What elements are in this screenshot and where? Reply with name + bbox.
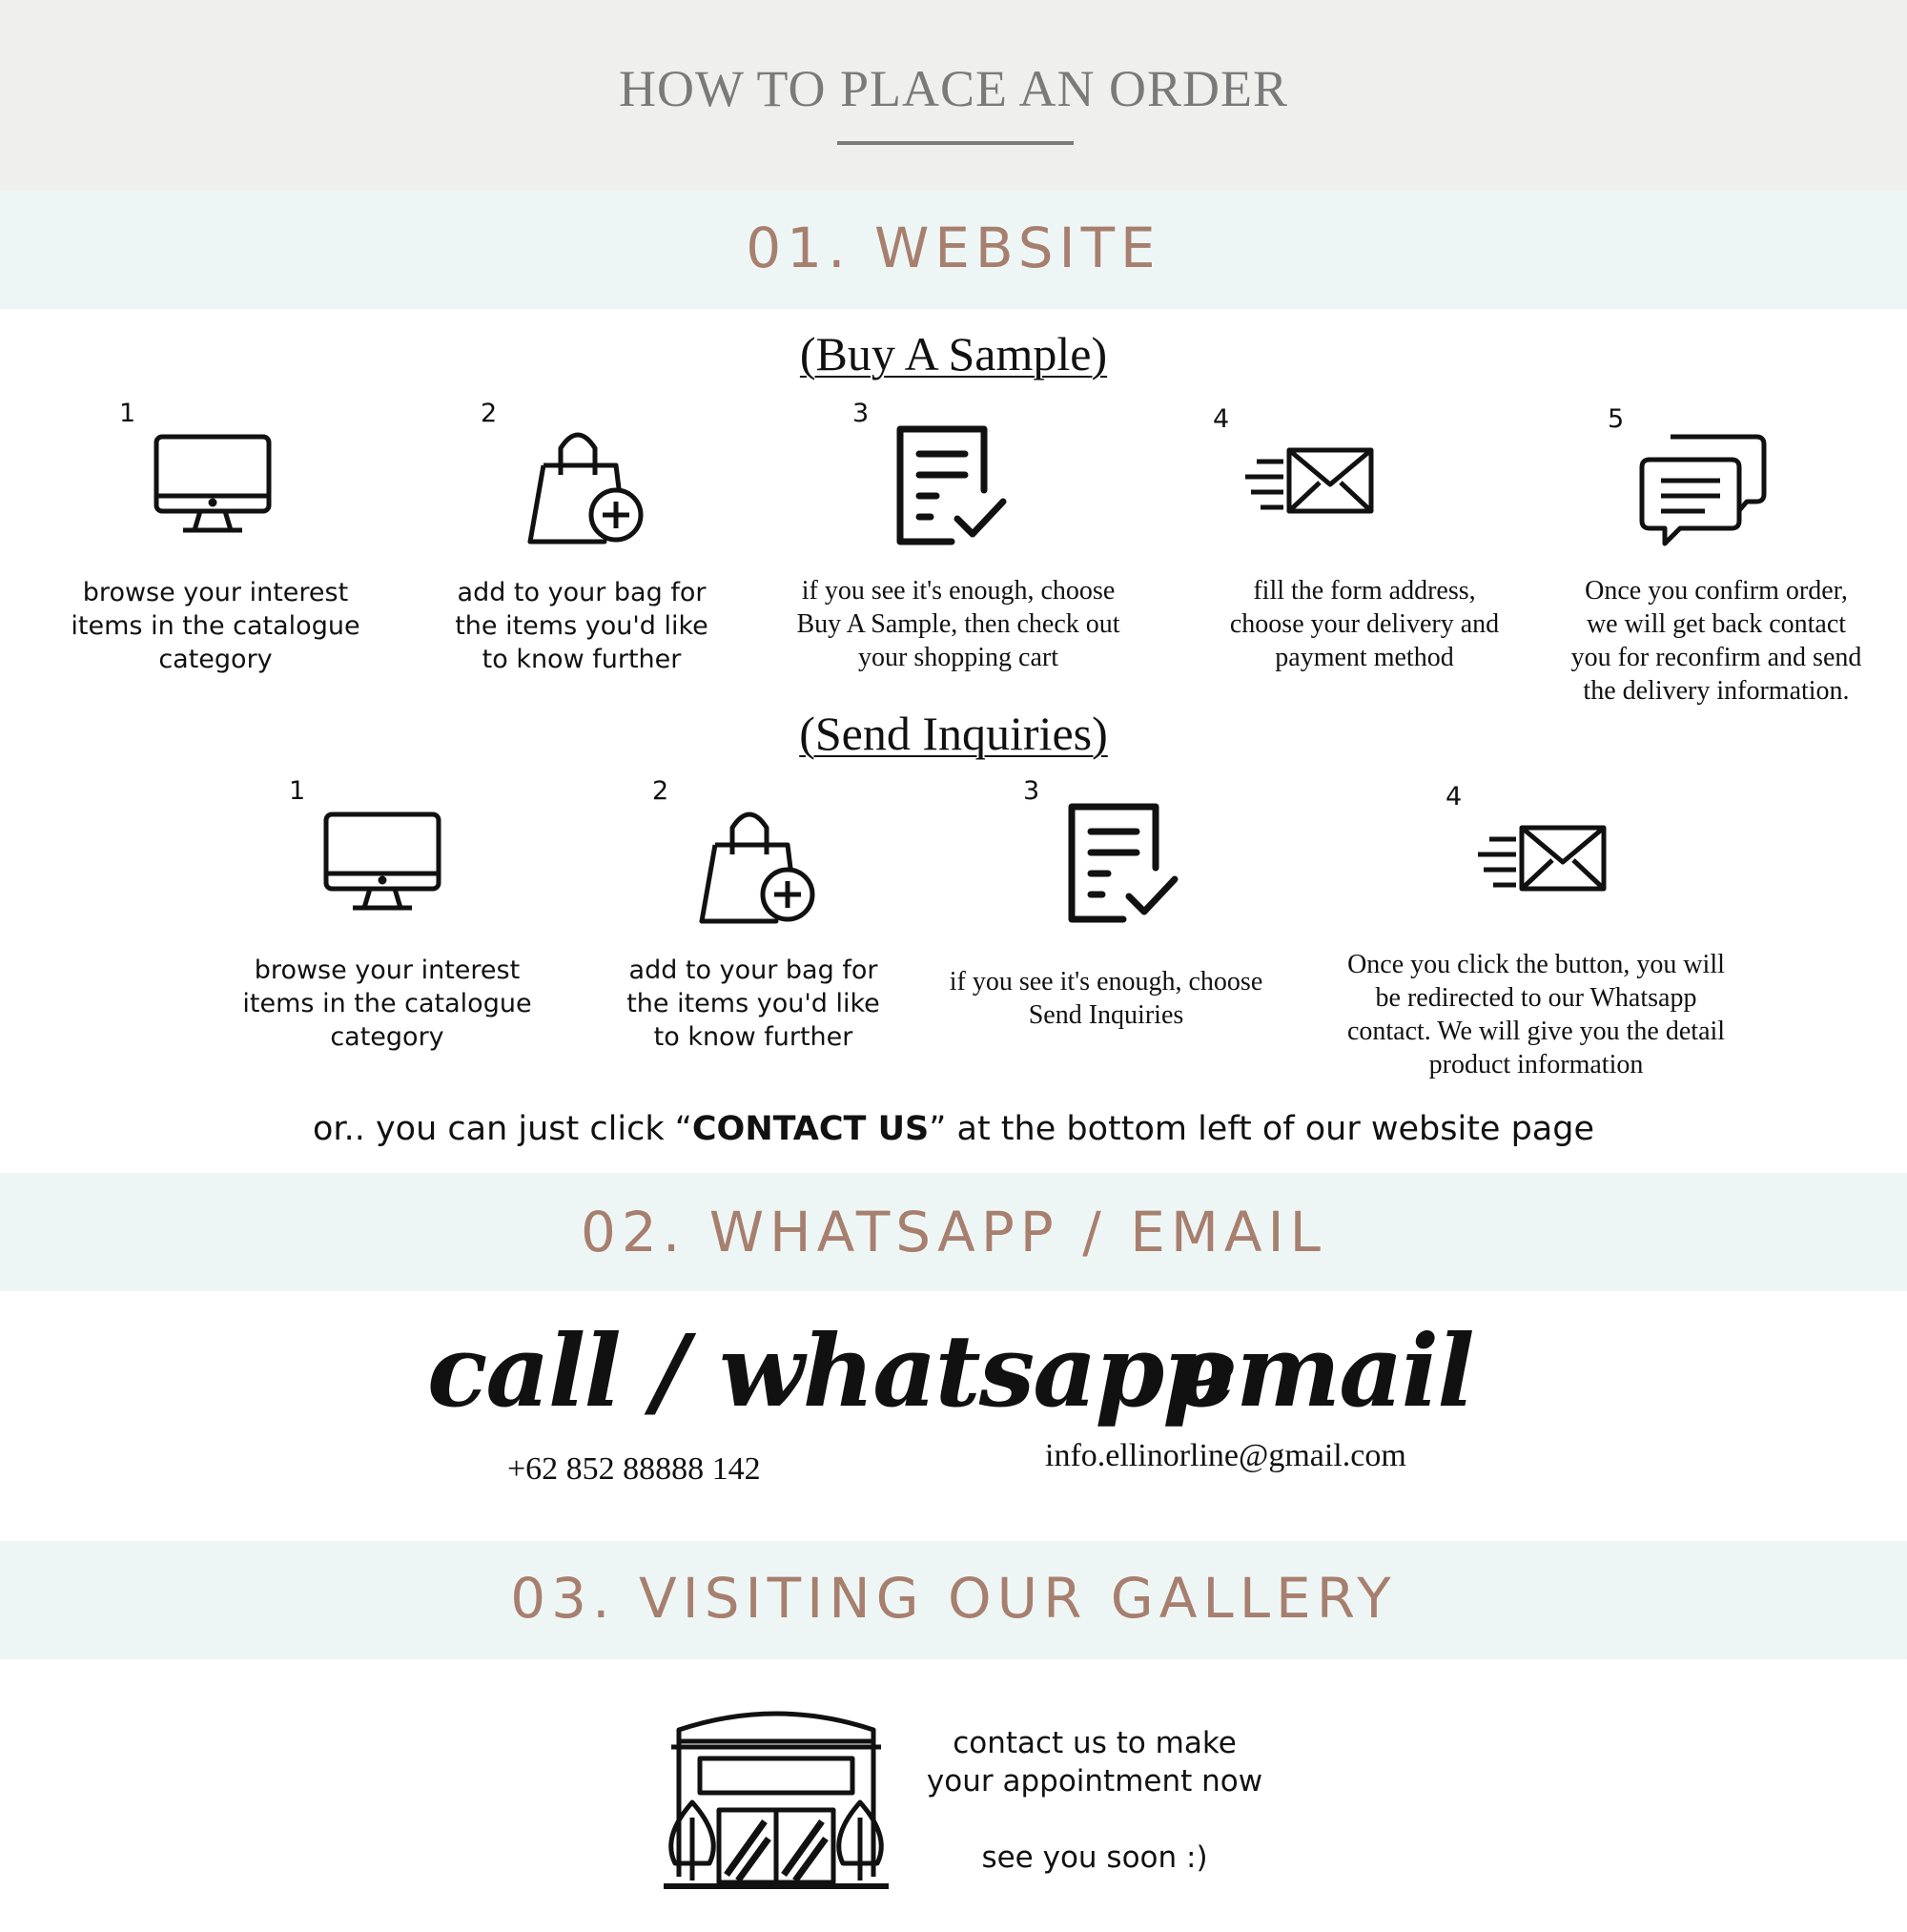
description-line: Once you confirm order, — [1585, 576, 1848, 606]
description-line: the delivery information. — [1583, 676, 1850, 706]
send-inquiries-step-description — [925, 965, 1287, 1032]
gallery-sign-off: see you soon :) — [981, 1840, 1208, 1875]
send-inquiries-step-number: 3 — [1023, 776, 1040, 806]
description-line: you for reconfirm and send — [1570, 643, 1862, 672]
description-line: choose your delivery and — [1229, 609, 1500, 639]
fast-mail-icon — [1476, 818, 1610, 908]
chat-bubbles-icon — [1636, 427, 1770, 555]
buy-sample-step-description — [53, 576, 378, 676]
description-line: items in the catalogue — [71, 611, 360, 641]
description-line: Send Inquiries — [1028, 1000, 1184, 1030]
description-line: add to your bag for — [457, 578, 707, 607]
description-line: your shopping cart — [858, 643, 1058, 672]
email-label: email — [1175, 1312, 1473, 1429]
contact-us-label: CONTACT US — [691, 1110, 930, 1148]
send-inquiries-step-description — [225, 954, 549, 1054]
storefront-icon — [662, 1703, 891, 1894]
fast-mail-icon — [1243, 441, 1377, 530]
section-title-website: 01. WEBSITE — [746, 216, 1161, 280]
contact-us-hint: or.. you can just click “CONTACT US” at the bottom left of our website page — [313, 1110, 1594, 1148]
description-line: if you see it's enough, choose — [801, 576, 1116, 606]
monitor-icon — [320, 809, 444, 917]
description-line: items in the catalogue — [242, 989, 532, 1018]
section-title-whatsapp-email: 02. WHATSAPP / EMAIL — [581, 1200, 1326, 1264]
send-inquiries-step-description — [1322, 948, 1751, 1081]
send-inquiries-step-description — [582, 954, 925, 1054]
description-line: if you see it's enough, choose — [949, 967, 1263, 997]
subtitle-buy-sample: (Buy A Sample) — [799, 327, 1108, 380]
call-whatsapp-label: call / whatsapp — [427, 1312, 1231, 1429]
description-line: the items you'd like — [455, 611, 708, 641]
description-line: the items you'd like — [626, 989, 880, 1018]
email-address[interactable]: info.ellinorline@gmail.com — [1045, 1438, 1406, 1473]
description-line: browse your interest — [254, 956, 521, 985]
buy-sample-step-number: 1 — [119, 399, 136, 428]
description-line: to know further — [482, 645, 682, 674]
description-line: category — [330, 1022, 444, 1052]
shopping-bag-add-icon — [523, 425, 646, 553]
description-line: Once you click the button, you will — [1347, 950, 1725, 979]
description-line: browse your interest — [82, 578, 349, 607]
buy-sample-step-description — [410, 576, 753, 676]
monitor-icon — [151, 431, 275, 540]
send-inquiries-step-number: 2 — [652, 776, 669, 806]
description-line: category — [158, 645, 273, 674]
checklist-document-icon — [892, 423, 1016, 551]
send-inquiries-step-number: 1 — [289, 776, 306, 806]
description-line: payment method — [1275, 643, 1454, 672]
buy-sample-step-number: 4 — [1213, 404, 1230, 434]
description-line: we will get back contact — [1586, 609, 1847, 639]
description-line: fill the form address, — [1253, 576, 1476, 606]
title-divider — [837, 141, 1074, 145]
buy-sample-step-description — [763, 574, 1154, 674]
buy-sample-step-number: 3 — [852, 399, 870, 428]
buy-sample-step-description — [1535, 574, 1897, 708]
subtitle-send-inquiries: (Send Inquiries) — [799, 707, 1108, 760]
checklist-document-icon — [1064, 801, 1188, 929]
description-line: to know further — [653, 1022, 853, 1052]
description-line: be redirected to our Whatsapp — [1375, 983, 1697, 1013]
shopping-bag-add-icon — [694, 805, 818, 933]
section-title-gallery: 03. VISITING OUR GALLERY — [510, 1566, 1397, 1631]
description-line: add to your bag for — [628, 956, 878, 985]
gallery-appointment-text: contact us to make your appointment now see you soon :) — [923, 1724, 1266, 1877]
buy-sample-step-number: 2 — [481, 399, 498, 428]
phone-number[interactable]: +62 852 88888 142 — [507, 1451, 761, 1487]
description-line: Buy A Sample, then check out — [796, 609, 1120, 639]
description-line: product information — [1428, 1050, 1644, 1079]
buy-sample-step-description — [1179, 574, 1550, 674]
buy-sample-step-number: 5 — [1608, 404, 1625, 434]
send-inquiries-step-number: 4 — [1446, 782, 1463, 812]
description-line: contact. We will give you the detail — [1346, 1017, 1726, 1046]
page-title: HOW TO PLACE AN ORDER — [618, 60, 1289, 117]
